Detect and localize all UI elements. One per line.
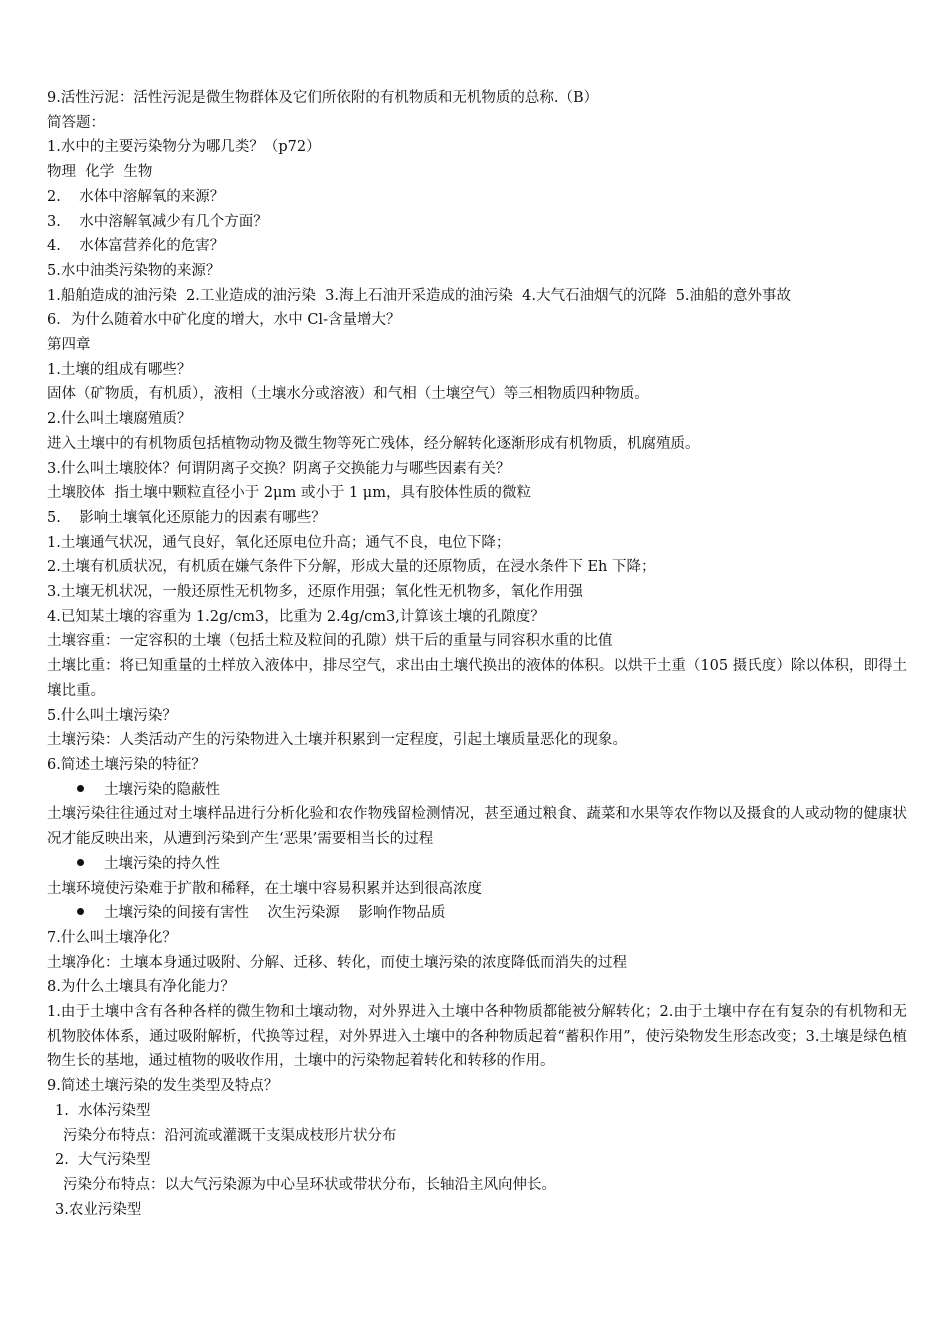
list-item: 3.农业污染型 (55, 1201, 142, 1218)
bullet-text: 土壤污染的隐蔽性 (104, 781, 220, 798)
answer-line: 土壤净化：土壤本身通过吸附、分解、迁移、转化，而使土壤污染的浓度降低而消失的过程 (47, 954, 627, 971)
list-item: 2. 大气污染型 (55, 1152, 151, 1169)
question-line: 4.已知某土壤的容重为 1.2g/cm3，比重为 2.4g/cm3,计算该土壤的孔隙度？ (47, 608, 545, 625)
answer-paragraph: 土壤污染往往通过对土壤样品进行分析化验和农作物残留检测情况，甚至通过粮食、蔬菜和水果等农作物以及摄食的人或动物的健康状况才能反映出来，从遭到污染到产生‘恶果’需要相当长的过程 (47, 806, 907, 848)
answer-line: 土壤容重：一定容积的土壤（包括土粒及粒间的孔隙）烘干后的重量与同容积水重的比值 (47, 633, 613, 650)
section-heading: 简答题： (47, 114, 105, 131)
question-line: 5. 影响土壤氧化还原能力的因素有哪些？ (47, 509, 326, 526)
answer-line: 土壤污染：人类活动产生的污染物进入土壤并积累到一定程度，引起土壤质量恶化的现象。 (47, 732, 627, 749)
question-line: 2. 水体中溶解氧的来源？ (47, 188, 225, 205)
answer-line: 1.土壤通气状况，通气良好，氧化还原电位升高；通气不良，电位下降； (47, 534, 511, 551)
bullet-dot-icon (77, 785, 84, 792)
bullet-dot-icon (77, 908, 84, 915)
text-line: 9.活性污泥：活性污泥是微生物群体及它们所依附的有机物质和无机物质的总称.（B） (47, 90, 599, 106)
answer-line: 污染分布特点：以大气污染源为中心呈环状或带状分布，长轴沿主风向伸长。 (63, 1176, 556, 1193)
question-line: 4. 水体富营养化的危害？ (47, 238, 225, 255)
question-line: 5.水中油类污染物的来源？ (47, 262, 221, 279)
answer-line: 固体（矿物质，有机质），液相（土壤水分或溶液）和气相（土壤空气）等三相物质四种物质。 (47, 386, 649, 403)
bullet-dot-icon (77, 859, 84, 866)
answer-paragraph: 土壤比重：将已知重量的土样放入液体中，排尽空气，求出由土壤代换出的液体的体积。以烘干土重（105 摄氏度）除以体积，即得土壤比重。 (47, 658, 907, 699)
bullet-text: 土壤污染的间接有害性 次生污染源 影响作物品质 (104, 905, 446, 922)
question-line: 8.为什么土壤具有净化能力？ (47, 979, 235, 996)
question-line: 6．为什么随着水中矿化度的增大，水中 Cl-含量增大？ (47, 312, 401, 329)
question-line: 5.什么叫土壤污染？ (47, 707, 177, 724)
bullet-text: 土壤污染的持久性 (104, 855, 220, 872)
question-line: 1.水中的主要污染物分为哪几类？（p72） (47, 139, 321, 156)
answer-line: 进入土壤中的有机物质包括植物动物及微生物等死亡残体，经分解转化逐渐形成有机物质，机腐殖质。 (47, 435, 700, 452)
bullet-item (47, 778, 907, 803)
document-body (47, 86, 907, 1222)
answer-line: 物理 化学 生物 (47, 164, 153, 181)
answer-line: 2.土壤有机质状况，有机质在嫌气条件下分解，形成大量的还原物质，在浸水条件下 Eh 下降； (47, 559, 656, 576)
question-line: 6.简述土壤污染的特征？ (47, 756, 206, 773)
question-line: 9.简述土壤污染的发生类型及特点？ (47, 1078, 279, 1095)
answer-line: 3.土壤无机状况，一般还原性无机物多，还原作用强；氧化性无机物多，氧化作用强 (47, 584, 583, 601)
answer-line: 土壤环境使污染难于扩散和稀释，在土壤中容易积累并达到很高浓度 (47, 880, 482, 897)
question-line: 3. 水中溶解氧减少有几个方面？ (47, 213, 268, 230)
answer-line: 污染分布特点：沿河流或灌溉干支渠成枝形片状分布 (63, 1127, 397, 1144)
list-item: 1. 水体污染型 (55, 1102, 151, 1119)
question-line: 2.什么叫土壤腐殖质？ (47, 411, 192, 428)
question-line: 7.什么叫土壤净化？ (47, 929, 177, 946)
chapter-heading: 第四章 (47, 337, 91, 354)
bullet-item (47, 901, 907, 926)
question-line: 1.土壤的组成有哪些？ (47, 361, 192, 378)
answer-paragraph: 1.由于土壤中含有各种各样的微生物和土壤动物，对外界进入土壤中各种物质都能被分解转化；2.由于土壤中存在有复杂的有机物和无机物胶体体系，通过吸附解析，代换等过程，对外界进入土壤中的各种物质起着“蓄积作用”，使污染物发生形态改变；3.土壤是绿色植物生长的基地，通过植物的吸收作用，土壤中的污染物起着转化和转移的作用。 (47, 1004, 907, 1070)
bullet-item (47, 852, 907, 877)
question-line: 3.什么叫土壤胶体？何谓阴离子交换？阴离子交换能力与哪些因素有关？ (47, 460, 511, 477)
answer-line: 土壤胶体 指土壤中颗粒直径小于 2μm 或小于 1 μm，具有胶体性质的微粒 (47, 485, 531, 502)
answer-line: 1.船舶造成的油污染 2.工业造成的油污染 3.海上石油开采造成的油污染 4.大气石油烟气的沉降 5.油船的意外事故 (47, 287, 792, 304)
